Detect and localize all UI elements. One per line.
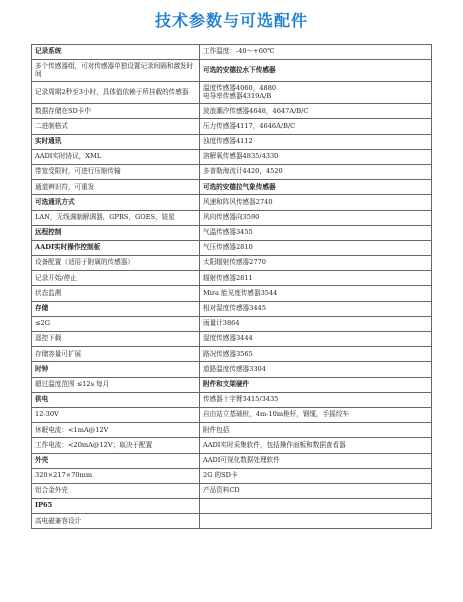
spec-cell-left: 时钟: [32, 362, 200, 377]
spec-cell-right: 自由站立基础桩，4m-10m桅杆，钢缆，手摇绞车: [200, 407, 432, 422]
spec-cell-right: 湿度传感器3444: [200, 332, 432, 347]
table-row: [32, 271, 432, 286]
table-row: [32, 332, 432, 347]
spec-cell-left: 休眠电流：<1mA@12V: [32, 423, 200, 438]
table-row: [32, 423, 432, 438]
spec-cell-right: AADI可视化数据处理软件: [200, 453, 432, 468]
spec-cell-left: 320×217×70mm: [32, 468, 200, 483]
spec-cell-left: IP65: [32, 499, 200, 514]
table-row: [32, 195, 432, 210]
spec-cell-right: 风速和阵风传感器2740: [200, 195, 432, 210]
table-row: [32, 514, 432, 529]
table-row: [32, 483, 432, 498]
table-row: [32, 164, 432, 179]
spec-cell-left: 铝合金外壳: [32, 483, 200, 498]
spec-cell-left: 存储容量可扩展: [32, 347, 200, 362]
table-row: [32, 180, 432, 195]
spec-cell-right: [200, 514, 432, 529]
table-row: [32, 82, 432, 104]
table-row: [32, 301, 432, 316]
table-row: [32, 60, 432, 82]
spec-cell-right: 辐射传感器2811: [200, 271, 432, 286]
spec-cell-right: 气压传感器2810: [200, 240, 432, 255]
table-row: [32, 377, 432, 392]
spec-cell-left: 远程控制: [32, 225, 200, 240]
table-row: [32, 149, 432, 164]
table-row: [32, 119, 432, 134]
table-row: [32, 438, 432, 453]
spec-cell-left: 带宽受限时，可进行压缩传输: [32, 164, 200, 179]
table-row: [32, 362, 432, 377]
spec-cell-left: 供电: [32, 392, 200, 407]
table-row: [32, 468, 432, 483]
table-row: [32, 134, 432, 149]
spec-cell-right: 工作温度：-40～+60℃: [200, 45, 432, 60]
spec-cell-right: 多普勒海流计4420，4520: [200, 164, 432, 179]
table-row: [32, 210, 432, 225]
spec-cell-left: 12-30V: [32, 407, 200, 422]
table-row: [32, 347, 432, 362]
spec-cell-right: 可选的安德拉水下传感器: [200, 60, 432, 82]
spec-cell-left: 高电磁兼容设计: [32, 514, 200, 529]
spec-cell-right: 2G 的SD卡: [200, 468, 432, 483]
table-row: [32, 392, 432, 407]
spec-cell-right: 太阳辐射传感器2770: [200, 256, 432, 271]
spec-cell-right: 附件包括: [200, 423, 432, 438]
spec-cell-left: ≤2G: [32, 316, 200, 331]
spec-cell-right: 风向传感器向3590: [200, 210, 432, 225]
spec-cell-right: 浊度传感器4112: [200, 134, 432, 149]
spec-table: [31, 44, 432, 529]
spec-cell-left: 记录系统: [32, 45, 200, 60]
spec-cell-right: 压力传感器4117，4646A/B/C: [200, 119, 432, 134]
spec-cell-right: 可选的安德拉气象传感器: [200, 180, 432, 195]
spec-cell-left: 可选通讯方式: [32, 195, 200, 210]
spec-cell-left: 外壳: [32, 453, 200, 468]
table-row: [32, 104, 432, 119]
table-row: [32, 256, 432, 271]
spec-cell-right: 相对湿度传感器3445: [200, 301, 432, 316]
spec-cell-right: 路况传感器3565: [200, 347, 432, 362]
spec-cell-left: 实时通讯: [32, 134, 200, 149]
spec-cell-right: 雨量计3864: [200, 316, 432, 331]
spec-cell-left: 超过温度范围 ≤12s 每月: [32, 377, 200, 392]
spec-cell-right: Mira 能见度传感器3544: [200, 286, 432, 301]
spec-cell-right: 传感器十字臂3415/3435: [200, 392, 432, 407]
table-row: [32, 453, 432, 468]
spec-cell-left: 遥控下载: [32, 332, 200, 347]
spec-cell-left: AADI实时协议，XML: [32, 149, 200, 164]
spec-cell-right: 产品资料CD: [200, 483, 432, 498]
spec-cell-left: LAN，无线调制解调器，GPRS，GOES，铱星: [32, 210, 200, 225]
table-row: [32, 240, 432, 255]
spec-cell-left: 记录开始/停止: [32, 271, 200, 286]
spec-cell-left: AADI实时操作控制板: [32, 240, 200, 255]
spec-cell-left: 状态监测: [32, 286, 200, 301]
spec-cell-right: 波浪潮汐传感器4648，4647A/B/C: [200, 104, 432, 119]
table-row: [32, 225, 432, 240]
spec-cell-right: 道路温度传感器3304: [200, 362, 432, 377]
spec-cell-right: AADI实时采集软件，包括操作面板和数据查看器: [200, 438, 432, 453]
page-title: 技术参数与可选配件: [154, 11, 308, 30]
spec-cell-right: 附件和支架硬件: [200, 377, 432, 392]
spec-cell-left: 存储: [32, 301, 200, 316]
spec-cell-left: 二进制格式: [32, 119, 200, 134]
spec-cell-left: 工作电流：<20mA@12V；取决于配置: [32, 438, 200, 453]
spec-cell-right: 气温传感器3455: [200, 225, 432, 240]
table-row: [32, 499, 432, 514]
spec-cell-left: 设备配置（适用于附属的传感器）: [32, 256, 200, 271]
spec-cell-right: 溶解氧传感器4835/4330: [200, 149, 432, 164]
table-row: [32, 407, 432, 422]
spec-cell-left: 多个传感器组，可对传感器单独设置记录间隔和激发时间: [32, 60, 200, 82]
spec-cell-left: 记录周期2秒至3小时，具体值依赖于所挂载的传感器: [32, 82, 200, 104]
table-row: [32, 316, 432, 331]
table-row: [32, 286, 432, 301]
spec-table-body: [32, 45, 432, 529]
spec-cell-left: 数据存储在SD卡中: [32, 104, 200, 119]
table-row: [32, 45, 432, 60]
spec-cell-right: [200, 499, 432, 514]
spec-cell-left: 通道辨识符，可重发: [32, 180, 200, 195]
spec-cell-right: 温度传感器4060，4880 电导率传感器4319A/B: [200, 82, 432, 104]
